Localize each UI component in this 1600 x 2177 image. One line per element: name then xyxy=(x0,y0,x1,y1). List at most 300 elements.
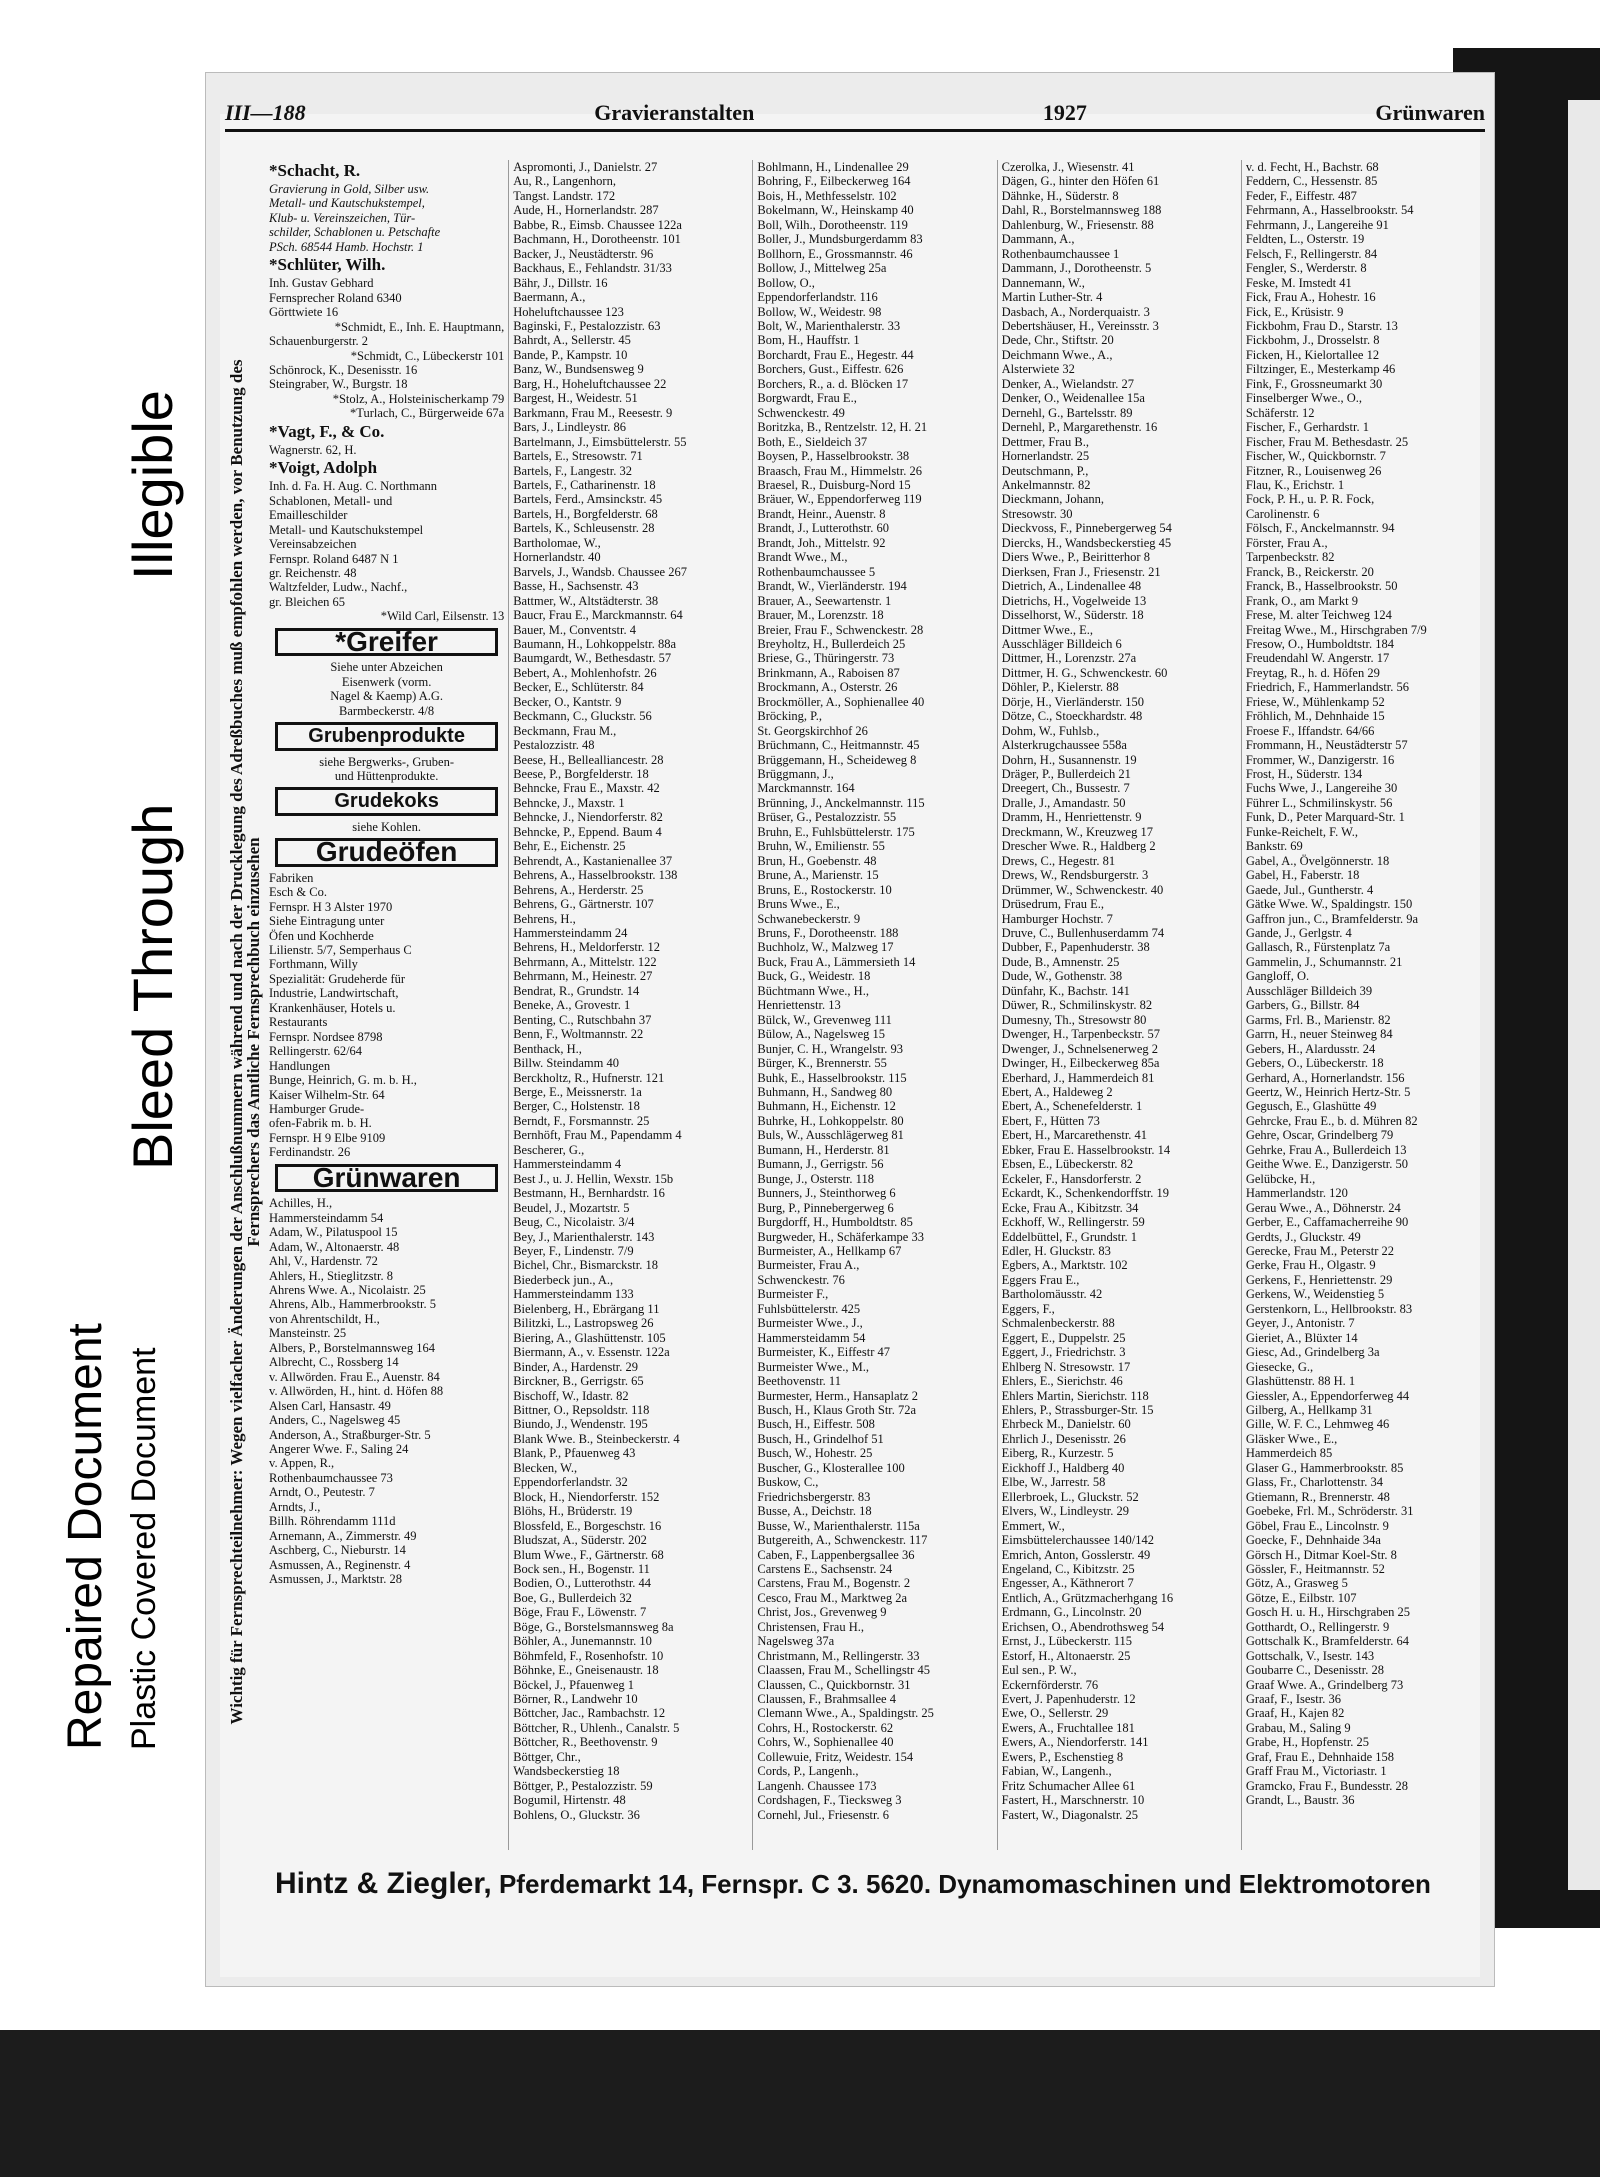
directory-entry: Gammelin, J., Schumannstr. 21 xyxy=(1245,954,1403,969)
directory-entry: Ehlberg N. Stresowstr. 17 xyxy=(1001,1359,1131,1374)
directory-entry: Barg, H., Hoheluftchaussee 22 xyxy=(513,376,667,391)
directory-entry: Freudendahl W. Angerstr. 17 xyxy=(1245,651,1390,666)
directory-entry: *Turlach, C., Bürgerweide 67a xyxy=(350,406,505,421)
directory-entry: Blum Wwe., F., Gärtnerstr. 68 xyxy=(513,1547,664,1562)
directory-entry: Ebert, A., Schenefelderstr. 1 xyxy=(1001,1099,1143,1114)
grudeoefen-block xyxy=(269,871,504,1160)
directory-entry: Krankenhäuser, Hotels u. xyxy=(269,1000,396,1015)
directory-entry: Ehlers, E., Sierichstr. 46 xyxy=(1001,1374,1123,1389)
directory-entry: Christmann, M., Rellingerstr. 33 xyxy=(757,1648,920,1663)
column-4 xyxy=(997,160,1241,1850)
directory-entry: Fischer, Frau M. Bethesdastr. 25 xyxy=(1245,434,1409,449)
directory-entry: Beethovenstr. 11 xyxy=(757,1374,841,1389)
directory-entry: Rothenbaumchaussee 5 xyxy=(757,564,876,579)
directory-entry: Drews, W., Rendsburgerstr. 3 xyxy=(1001,868,1149,883)
directory-entry: Gegusch, E., Glashütte 49 xyxy=(1245,1099,1377,1114)
directory-entry: Fabian, W., Langenh., xyxy=(1001,1764,1112,1779)
directory-entry: Berge, E., Meissnerstr. 1a xyxy=(513,1085,642,1099)
column-5 xyxy=(1241,160,1485,1850)
directory-entry: Fehrmann, A., Hasselbrookstr. 54 xyxy=(1245,203,1414,218)
directory-entry: Göbel, Frau E., Lincolnstr. 9 xyxy=(1245,1518,1389,1533)
directory-entry: Gilberg, A., Hellkamp 31 xyxy=(1245,1402,1373,1417)
section-title-2: Grünwaren xyxy=(1375,100,1485,125)
directory-entry: Cohrs, H., Rostockerstr. 62 xyxy=(757,1720,894,1735)
directory-entry: Burmeister F., xyxy=(757,1287,829,1302)
entry-heading: *Voigt, Adolph xyxy=(269,458,378,478)
directory-entry: Marckmannstr. 164 xyxy=(757,781,855,796)
directory-entry: Eppendorferlandstr. 32 xyxy=(513,1475,628,1490)
directory-entry: Fabriken xyxy=(269,870,314,885)
directory-entry: Beese, P., Borgfelderstr. 18 xyxy=(513,767,649,782)
directory-entry: Debertshäuser, H., Vereinsstr. 3 xyxy=(1001,318,1159,333)
directory-entry: Gtiemann, R., Brennerstr. 48 xyxy=(1245,1489,1390,1504)
directory-entry: Gerecke, Frau M., Peterstr 22 xyxy=(1245,1243,1395,1258)
directory-entry: Engeland, C., Kibitzstr. 25 xyxy=(1001,1561,1135,1576)
directory-entry: Engesser, A., Käthnerort 7 xyxy=(1001,1576,1134,1591)
directory-entry: Bielenberg, H., Ebrärgang 11 xyxy=(513,1301,660,1316)
directory-entry: Fröhlich, M., Dehnhaide 15 xyxy=(1245,709,1385,724)
directory-entry: Blöhs, H., Brüderstr. 19 xyxy=(513,1504,633,1519)
directory-entry: Giesecke, G., xyxy=(1245,1359,1314,1374)
directory-entry: Böttger, P., Pestalozzistr. 59 xyxy=(513,1778,653,1793)
directory-entry: Bruns Wwe., E., xyxy=(757,897,840,912)
directory-entry: Ehrlich J., Desenisstr. 26 xyxy=(1001,1431,1126,1446)
directory-entry: Förster, Frau A., xyxy=(1245,535,1328,550)
directory-entry: Grabe, H., Hopfenstr. 25 xyxy=(1245,1735,1370,1750)
directory-entry: Gabel, A., Övelgönnerstr. 18 xyxy=(1245,853,1390,868)
directory-entry: Bollhorn, E., Grossmannstr. 46 xyxy=(757,246,913,261)
directory-entry: Graaf Wwe. A., Grindelberg 73 xyxy=(1245,1677,1404,1692)
directory-entry: Gössler, F., Heitmannstr. 52 xyxy=(1245,1561,1385,1576)
directory-entry: Fock, P. H., u. P. R. Fock, xyxy=(1245,492,1375,507)
directory-entry: Gallasch, R., Fürstenplatz 7a xyxy=(1245,940,1391,955)
directory-entry: Behncke, Frau E., Maxstr. 42 xyxy=(513,781,660,796)
directory-entry: Giessler, A., Eppendorferweg 44 xyxy=(1245,1388,1410,1403)
directory-entry: Eisenwerk (vorm. xyxy=(341,674,432,689)
directory-entry: Drews, C., Hegestr. 81 xyxy=(1001,853,1116,868)
directory-entry: Steingraber, W., Burgstr. 18 xyxy=(269,377,408,392)
directory-entry: Brandt, Heinr., Auenstr. 8 xyxy=(757,506,886,521)
directory-entry: Schwanebeckerstr. 9 xyxy=(757,911,861,926)
directory-entry: Ewe, O., Sellerstr. 29 xyxy=(1001,1706,1109,1721)
directory-entry: Bollow, O., xyxy=(757,275,815,290)
directory-entry: Pestalozzistr. 48 xyxy=(513,738,595,753)
directory-entry: Siehe Eintragung unter xyxy=(269,914,385,929)
directory-entry: Fehrmann, J., Langereihe 91 xyxy=(1245,217,1389,232)
directory-entry: Barmbeckerstr. 4/8 xyxy=(339,703,435,718)
directory-entry: Alsterwiete 32 xyxy=(1001,362,1075,377)
directory-entry: Ewers, A., Fruchtallee 181 xyxy=(1001,1720,1135,1735)
directory-entry: Boll, Wilh., Dorotheenstr. 119 xyxy=(757,217,908,232)
directory-entry: Aschberg, C., Nieburstr. 14 xyxy=(269,1543,406,1558)
directory-entry: Dötze, C., Stoeckhardstr. 48 xyxy=(1001,709,1143,724)
directory-entry: Fernspr. H 3 Alster 1970 xyxy=(269,899,393,914)
directory-entry: Fernspr. H 9 Elbe 9109 xyxy=(269,1130,386,1145)
directory-entry: Birckner, B., Gerrigstr. 65 xyxy=(513,1374,644,1389)
entry-heading: *Schlüter, Wilh. xyxy=(269,255,386,275)
directory-entry: Vereinsabzeichen xyxy=(269,537,357,552)
directory-entry: Dammann, J., Dorotheenstr. 5 xyxy=(1001,261,1152,276)
directory-entry: Buhmann, H., Eichenstr. 12 xyxy=(757,1099,896,1114)
directory-entry: Bähr, J., Dillstr. 16 xyxy=(513,275,608,290)
directory-entry: Dietrich, A., Lindenallee 48 xyxy=(1001,579,1142,594)
directory-entry: Nagelsweg 37a xyxy=(757,1634,835,1649)
directory-entry: Buck, G., Weidestr. 18 xyxy=(757,969,871,984)
directory-entry: Bock sen., H., Bogenstr. 11 xyxy=(513,1561,650,1576)
directory-entry: Dittmer, H., Lorenzstr. 27a xyxy=(1001,651,1137,666)
directory-entry: Claassen, Frau M., Schellingstr 45 xyxy=(757,1663,930,1678)
directory-entry: Ebert, F., Hütten 73 xyxy=(1001,1113,1100,1128)
directory-entry: Dwenger, H., Tarpenbeckstr. 57 xyxy=(1001,1027,1161,1042)
directory-entry: Fuhlsbüttelerstr. 425 xyxy=(757,1301,861,1316)
directory-entry: Fickbohm, J., Drosselstr. 8 xyxy=(1245,333,1380,348)
directory-entry: Börner, R., Landwehr 10 xyxy=(513,1692,638,1707)
directory-entry: Restaurants xyxy=(269,1015,328,1030)
directory-entry: Brauer, M., Lorenzstr. 18 xyxy=(757,608,884,623)
directory-entry: Braesel, R., Duisburg-Nord 15 xyxy=(757,477,911,492)
directory-entry: Bauer, M., Conventstr. 4 xyxy=(513,622,636,637)
directory-entry: Elvers, W., Lindleystr. 29 xyxy=(1001,1504,1130,1519)
directory-entry: Böttger, Chr., xyxy=(513,1749,581,1764)
directory-entry: Behrmann, A., Mittelstr. 122 xyxy=(513,954,657,969)
directory-entry: Geertz, W., Heinrich Hertz-Str. 5 xyxy=(1245,1085,1411,1099)
directory-entry: Bülow, A., Nagelsweg 15 xyxy=(757,1027,886,1042)
directory-entry: Funke-Reichelt, F. W., xyxy=(1245,824,1359,839)
repaired-document-label: Repaired Document xyxy=(59,1323,112,1750)
directory-entry: Eiberg, R., Kurzestr. 5 xyxy=(1001,1446,1114,1461)
directory-entry: Gerstenkorn, L., Hellbrookstr. 83 xyxy=(1245,1301,1413,1316)
directory-entry: Anderson, A., Straßburger-Str. 5 xyxy=(269,1427,431,1442)
directory-entry: *Stolz, A., Holsteinischerkamp 79 xyxy=(332,391,505,406)
directory-entry: Becker, E., Schlüterstr. 84 xyxy=(513,680,644,695)
directory-entry: Schmalenbeckerstr. 88 xyxy=(1001,1316,1115,1331)
directory-entry: und Hüttenprodukte. xyxy=(334,768,439,783)
directory-entry: Behr, E., Eichenstr. 25 xyxy=(513,839,626,854)
directory-page xyxy=(205,72,1495,1987)
directory-entry: Czerolka, J., Wiesenstr. 41 xyxy=(1001,160,1135,174)
directory-entry: Bartels, Ferd., Amsinckstr. 45 xyxy=(513,492,663,507)
year: 1927 xyxy=(1042,100,1087,125)
directory-entry: Borchers, Gust., Eiffestr. 626 xyxy=(757,362,904,377)
schlueter-block xyxy=(269,276,504,421)
directory-entry: Gebers, H., Alardusstr. 24 xyxy=(1245,1041,1376,1056)
directory-entry: Rellingerstr. 62/64 xyxy=(269,1044,363,1059)
directory-entry: Bars, J., Lindleystr. 86 xyxy=(513,420,627,435)
directory-entry: Ehlers, P., Strassburger-Str. 15 xyxy=(1001,1402,1154,1417)
directory-entry: Billh. Röhrendamm 111d xyxy=(269,1514,396,1529)
directory-entry: Stresowstr. 30 xyxy=(1001,506,1073,521)
directory-entry: Dernehl, P., Margarethenstr. 16 xyxy=(1001,420,1158,435)
directory-entry: Battmer, W., Altstädterstr. 38 xyxy=(513,593,659,608)
directory-entry: Dwinger, H., Eilbeckerweg 85a xyxy=(1001,1056,1160,1071)
directory-entry: Arndts, J., xyxy=(269,1499,321,1514)
directory-entry: Borchers, R., a. d. Blöcken 17 xyxy=(757,376,909,391)
directory-entry: Spezialität: Grudeherde für xyxy=(269,971,406,986)
directory-entry: Düwer, R., Schmilinskystr. 82 xyxy=(1001,998,1153,1013)
directory-entry: Frommann, H., Neustädterstr 57 xyxy=(1245,738,1408,753)
directory-entry: Aude, H., Hornerlandstr. 287 xyxy=(513,203,659,218)
directory-entry: Alsen Carl, Hansastr. 49 xyxy=(269,1398,391,1413)
directory-entry: Cordshagen, F., Tiecksweg 3 xyxy=(757,1793,902,1808)
directory-entry: Goubarre C., Desenisstr. 28 xyxy=(1245,1663,1384,1678)
directory-entry: Dahlenburg, W., Friesenstr. 88 xyxy=(1001,217,1154,232)
directory-entry: Görsch H., Ditmar Koel-Str. 8 xyxy=(1245,1547,1397,1562)
directory-entry: Hoheluftchaussee 123 xyxy=(513,304,624,319)
directory-entry: Eckernförderstr. 76 xyxy=(1001,1677,1099,1692)
directory-entry: Bunge, Heinrich, G. m. b. H., xyxy=(269,1073,417,1088)
directory-entry: Backhaus, E., Fehlandstr. 31/33 xyxy=(513,261,672,276)
directory-entry: Dittmer Wwe., E., xyxy=(1001,622,1094,637)
grudeoefen-ad: Grudeöfen xyxy=(275,838,498,866)
directory-entry: Baumgardt, W., Bethesdastr. 57 xyxy=(513,651,672,666)
directory-entry: Burg, P., Pinnebergerweg 6 xyxy=(757,1200,894,1215)
directory-entry: Asmussen, A., Reginenstr. 4 xyxy=(269,1557,411,1572)
directory-entry: Ellerbroek, L., Gluckstr. 52 xyxy=(1001,1489,1139,1504)
directory-entry: Bey, J., Marienthalerstr. 143 xyxy=(513,1229,655,1244)
directory-entry: Behrens, H., Meldorferstr. 12 xyxy=(513,940,661,955)
directory-entry: Graaf, F., Isestr. 36 xyxy=(1245,1692,1341,1707)
directory-entry: Ebsen, E., Lübeckerstr. 82 xyxy=(1001,1157,1134,1172)
column-1 xyxy=(265,160,508,1850)
directory-entry: Breyholtz, H., Bullerdeich 25 xyxy=(757,636,906,651)
directory-entry: Brandt, W., Vierländerstr. 194 xyxy=(757,579,907,594)
schacht-block xyxy=(269,182,504,254)
directory-entry: siehe Kohlen. xyxy=(352,819,421,834)
directory-entry: Bebert, A., Mohlenhofstr. 26 xyxy=(513,665,657,680)
directory-entry: Gottschalk K., Bramfelderstr. 64 xyxy=(1245,1634,1409,1649)
directory-entry: Gläsker Wwe., E., xyxy=(1245,1431,1338,1446)
directory-entry: ofen-Fabrik m. b. H. xyxy=(269,1116,372,1131)
directory-entry: Gerber, E., Caffamacherreihe 90 xyxy=(1245,1215,1409,1230)
directory-entry: schilder, Schablonen u. Petschafte xyxy=(269,225,441,240)
directory-entry: Estorf, H., Altonaerstr. 25 xyxy=(1001,1648,1131,1663)
directory-entry: Fölsch, F., Anckelmannstr. 94 xyxy=(1245,521,1395,536)
directory-entry: Evert, J. Papenhuderstr. 12 xyxy=(1001,1692,1136,1707)
directory-entry: Berckholtz, R., Hufnerstr. 121 xyxy=(513,1070,665,1085)
directory-entry: Burgweder, H., Schäferkampe 33 xyxy=(757,1229,924,1244)
grudekoks-block xyxy=(269,820,504,834)
directory-entry: Ebert, A., Haldeweg 2 xyxy=(1001,1085,1113,1099)
directory-entry: Bestmann, H., Bernhardstr. 16 xyxy=(513,1186,665,1201)
directory-entry: Bruhn, E., Fuhlsbüttelerstr. 175 xyxy=(757,824,915,839)
directory-entry: Hornerlandstr. 25 xyxy=(1001,449,1090,464)
directory-entry: Dittmer, H. G., Schwenckestr. 60 xyxy=(1001,665,1168,680)
directory-entry: Ewers, A., Niendorferstr. 141 xyxy=(1001,1735,1149,1750)
directory-entry: Dwenger, J., Schnelsenerweg 2 xyxy=(1001,1041,1159,1056)
directory-entry: Dägen, G., hinter den Höfen 61 xyxy=(1001,174,1160,189)
directory-entry: v. d. Fecht, H., Bachstr. 68 xyxy=(1245,160,1379,174)
directory-entry: Braasch, Frau M., Himmelstr. 26 xyxy=(757,463,922,478)
directory-entry: Gravierung in Gold, Silber usw. xyxy=(269,182,430,196)
directory-entry: Egbers, A., Marktstr. 102 xyxy=(1001,1258,1128,1273)
directory-entry: Ehrbeck M., Danielstr. 60 xyxy=(1001,1417,1131,1432)
directory-entry: Fengler, S., Werderstr. 8 xyxy=(1245,261,1367,276)
directory-entry: Gehrke, Frau A., Bullerdeich 13 xyxy=(1245,1142,1407,1157)
directory-entry: Fink, F., Grossneumarkt 30 xyxy=(1245,376,1383,391)
directory-entry: Arndt, O., Peutestr. 7 xyxy=(269,1485,375,1500)
directory-entry: Döhler, P., Kielerstr. 88 xyxy=(1001,680,1119,695)
directory-entry: Buhk, E., Hasselbrookstr. 115 xyxy=(757,1070,907,1085)
directory-entry: Behrens, G., Gärtnerstr. 107 xyxy=(513,897,654,912)
directory-entry: Baucr, Frau E., Marckmannstr. 64 xyxy=(513,608,683,623)
directory-entry: Dralle, J., Amandastr. 50 xyxy=(1001,795,1126,810)
directory-entry: Garbers, G., Billstr. 84 xyxy=(1245,998,1360,1013)
directory-entry: Bischoff, W., Idastr. 82 xyxy=(513,1388,629,1403)
directory-entry: Carolinenstr. 6 xyxy=(1245,506,1320,521)
directory-entry: Hammersteindamm 24 xyxy=(513,926,628,941)
directory-entry: Glaser G., Hammerbrookstr. 85 xyxy=(1245,1460,1404,1475)
footer-firm: Hintz & Ziegler, xyxy=(275,1867,492,1900)
directory-entry: Bohring, F., Eilbeckerweg 164 xyxy=(757,174,911,189)
directory-entry: Schauenburgerstr. 2 xyxy=(269,334,369,349)
directory-entry: Beckmann, C., Gluckstr. 56 xyxy=(513,709,652,724)
page-number: III—188 xyxy=(225,100,306,125)
directory-entry: Cesco, Frau M., Marktweg 2a xyxy=(757,1590,908,1605)
directory-entry: Hammerlandstr. 120 xyxy=(1245,1186,1348,1201)
directory-entry: Giesc, Ad., Grindelberg 3a xyxy=(1245,1345,1380,1360)
directory-entry: Frost, H., Süderstr. 134 xyxy=(1245,767,1363,782)
directory-entry: Dasbach, A., Norderquaistr. 3 xyxy=(1001,304,1150,319)
directory-entry: Gabel, H., Faberstr. 18 xyxy=(1245,868,1360,883)
directory-entry: Freitag Wwe., M., Hirschgraben 7/9 xyxy=(1245,622,1427,637)
directory-entry: Bartels, E., Stresowstr. 71 xyxy=(513,449,643,464)
directory-entry: Industrie, Landwirtschaft, xyxy=(269,986,399,1001)
directory-entry: PSch. 68544 Hamb. Hochstr. 1 xyxy=(269,239,424,254)
directory-entry: Deichmann Wwe., A., xyxy=(1001,347,1113,362)
entry-heading: *Vagt, F., & Co. xyxy=(269,421,385,441)
directory-entry: Böttcher, Jac., Rambachstr. 12 xyxy=(513,1706,666,1721)
directory-entry: Inh. Gustav Gebhard xyxy=(269,276,374,291)
directory-entry: siehe Bergwerks-, Gruben- xyxy=(319,754,454,769)
directory-entry: Christ, Jos., Grevenweg 9 xyxy=(757,1605,887,1620)
directory-entry: Bolt, W., Marienthalerstr. 33 xyxy=(757,318,901,333)
directory-entry: Ehlers Martin, Sierichstr. 118 xyxy=(1001,1388,1149,1403)
directory-entry: Burmester, Herm., Hansaplatz 2 xyxy=(757,1388,918,1403)
directory-entry: Claussen, F., Brahmsallee 4 xyxy=(757,1692,896,1707)
directory-entry: Ahlers, H., Stieglitzstr. 8 xyxy=(269,1268,393,1283)
directory-entry: Boysen, P., Hasselbrookstr. 38 xyxy=(757,449,910,464)
directory-entry: Brun, H., Goebenstr. 48 xyxy=(757,853,877,868)
directory-entry: Dahl, R., Borstelmannsweg 188 xyxy=(1001,203,1162,218)
directory-entry: Grabau, M., Saling 9 xyxy=(1245,1720,1351,1735)
directory-entry: Esch & Co. xyxy=(269,885,327,900)
scan-right-edge-light xyxy=(1568,100,1600,1890)
directory-entry: Feldten, L., Osterstr. 19 xyxy=(1245,232,1365,247)
directory-entry: Drescher Wwe. R., Haldberg 2 xyxy=(1001,839,1156,854)
greifer-ad: *Greifer xyxy=(275,628,498,656)
directory-entry: Brüchmann, C., Heitmannstr. 45 xyxy=(757,738,920,753)
directory-entry: Henriettenstr. 13 xyxy=(757,998,841,1013)
directory-entry: Brandt, J., Lutterothstr. 60 xyxy=(757,521,889,536)
directory-entry: Beyer, F., Lindenstr. 7/9 xyxy=(513,1243,634,1258)
directory-entry: Busch, W., Hohestr. 25 xyxy=(757,1446,873,1461)
directory-entry: Wagnerstr. 62, H. xyxy=(269,442,357,457)
directory-entry: Gerke, Frau H., Olgastr. 9 xyxy=(1245,1258,1376,1273)
directory-entry: Bois, H., Methfesselstr. 102 xyxy=(757,188,897,203)
directory-entry: Bernhöft, Frau M., Papendamm 4 xyxy=(513,1128,682,1143)
directory-entry: Freytag, R., h. d. Höfen 29 xyxy=(1245,665,1380,680)
directory-entry: Bokelmann, W., Heinskamp 40 xyxy=(757,203,914,218)
directory-entry: Dernehl, G., Bartelsstr. 89 xyxy=(1001,405,1133,420)
directory-entry: Waltzfelder, Ludw., Nachf., xyxy=(269,580,408,595)
directory-entry: Bülck, W., Grevenweg 111 xyxy=(757,1012,892,1027)
directory-entry: Eggert, E., Duppelstr. 25 xyxy=(1001,1330,1126,1345)
directory-entry: Behncke, P., Eppend. Baum 4 xyxy=(513,824,662,839)
directory-entry: Bruns, F., Dorotheenstr. 188 xyxy=(757,926,899,941)
directory-entry: Franck, B., Hasselbrookstr. 50 xyxy=(1245,579,1398,594)
directory-entry: Filtzinger, E., Mesterkamp 46 xyxy=(1245,362,1396,377)
directory-entry: Breier, Frau F., Schwenckestr. 28 xyxy=(757,622,924,637)
column-3 xyxy=(752,160,996,1850)
directory-entry: Gottschalk, V., Isestr. 143 xyxy=(1245,1648,1375,1663)
directory-entry: v. Allwörden. Frau E., Auenstr. 84 xyxy=(269,1369,440,1384)
directory-entry: Boller, J., Mundsburgerdamm 83 xyxy=(757,232,923,247)
directory-entry: Elbe, W., Jarrestr. 58 xyxy=(1001,1475,1106,1490)
directory-entry: Schwenckestr. 76 xyxy=(757,1272,845,1287)
directory-entry: Finselberger Wwe., O., xyxy=(1245,391,1362,406)
directory-entry: Adam, W., Altonaerstr. 48 xyxy=(269,1239,400,1254)
directory-entry: Wandsbeckerstieg 18 xyxy=(513,1764,620,1779)
directory-entry: Behrens, A., Hasselbrookstr. 138 xyxy=(513,868,678,883)
directory-entry: Bom, H., Hauffstr. 1 xyxy=(757,333,860,348)
directory-entry: Frommer, W., Danzigerstr. 16 xyxy=(1245,752,1395,767)
directory-entry: Garms, Frl. B., Marienstr. 82 xyxy=(1245,1012,1391,1027)
directory-entry: Eggert, J., Friedrichstr. 3 xyxy=(1001,1345,1126,1360)
directory-entry: Druve, C., Bullenhuserdamm 74 xyxy=(1001,926,1165,941)
directory-entry: Barvels, J., Wandsb. Chaussee 267 xyxy=(513,564,687,579)
directory-entry: Burmeister, A., Hellkamp 67 xyxy=(757,1243,902,1258)
directory-entry: Ahl, V., Hardenstr. 72 xyxy=(269,1254,378,1269)
directory-entry: Bodien, O., Lutterothstr. 44 xyxy=(513,1576,652,1591)
directory-entry: Nagel & Kaemp) A.G. xyxy=(330,689,444,704)
directory-entry: Bohlmann, H., Lindenallee 29 xyxy=(757,160,909,174)
directory-entry: Dramm, H., Henriettenstr. 9 xyxy=(1001,810,1142,825)
directory-entry: Dede, Chr., Stiftstr. 20 xyxy=(1001,333,1114,348)
directory-entry: Bande, P., Kampstr. 10 xyxy=(513,347,628,362)
directory-entry: gr. Reichenstr. 48 xyxy=(269,565,357,580)
directory-entry: Glashüttenstr. 88 H. 1 xyxy=(1245,1374,1356,1389)
directory-entry: Bartholomäusstr. 42 xyxy=(1001,1287,1103,1302)
directory-entry: Eul sen., P. W., xyxy=(1001,1663,1077,1678)
directory-entry: Bunjer, C. H., Wrangelstr. 93 xyxy=(757,1041,904,1056)
directory-entry: Schablonen, Metall- und xyxy=(269,493,393,508)
directory-entry: Langenh. Chaussee 173 xyxy=(757,1778,877,1793)
directory-entry: Böhmfeld, F., Rosenhofstr. 10 xyxy=(513,1648,664,1663)
directory-entry: Busse, A., Deichstr. 18 xyxy=(757,1504,872,1519)
directory-entry: Dierksen, Fran J., Friesenstr. 21 xyxy=(1001,564,1161,579)
directory-entry: Führer L., Schmilinskystr. 56 xyxy=(1245,795,1393,810)
directory-entry: Beudel, J., Mozartstr. 5 xyxy=(513,1200,630,1215)
directory-entry: Tangst. Landstr. 172 xyxy=(513,188,616,203)
directory-entry: Hammersteindamm 4 xyxy=(513,1157,622,1172)
directory-entry: Hammersteindamm 54 xyxy=(269,1210,384,1225)
directory-entry: Christensen, Frau H., xyxy=(757,1619,864,1634)
directory-entry: Berger, C., Holstenstr. 18 xyxy=(513,1099,640,1114)
directory-entry: Hamburger Hochstr. 7 xyxy=(1001,911,1113,926)
directory-entry: Brüser, G., Pestalozzistr. 55 xyxy=(757,810,897,825)
directory-entry: Bittner, O., Repsoldstr. 118 xyxy=(513,1402,650,1417)
gruben-block xyxy=(269,755,504,784)
directory-entry: Carstens E., Sachsenstr. 24 xyxy=(757,1561,893,1576)
gruenwaren-ad: Grünwaren xyxy=(275,1164,498,1192)
directory-entry: Blossfeld, E., Borgeschstr. 16 xyxy=(513,1518,662,1533)
directory-entry: Eckardt, K., Schenkendorffstr. 19 xyxy=(1001,1186,1170,1201)
directory-entry: Deutschmann, P., xyxy=(1001,463,1089,478)
directory-entry: Böckel, J., Pfauenweg 1 xyxy=(513,1677,635,1692)
directory-entry: Ebker, Frau E. Hasselbrookstr. 14 xyxy=(1001,1142,1171,1157)
section-title: Gravieranstalten xyxy=(594,100,755,125)
directory-entry: Fastert, H., Marschnerstr. 10 xyxy=(1001,1793,1145,1808)
